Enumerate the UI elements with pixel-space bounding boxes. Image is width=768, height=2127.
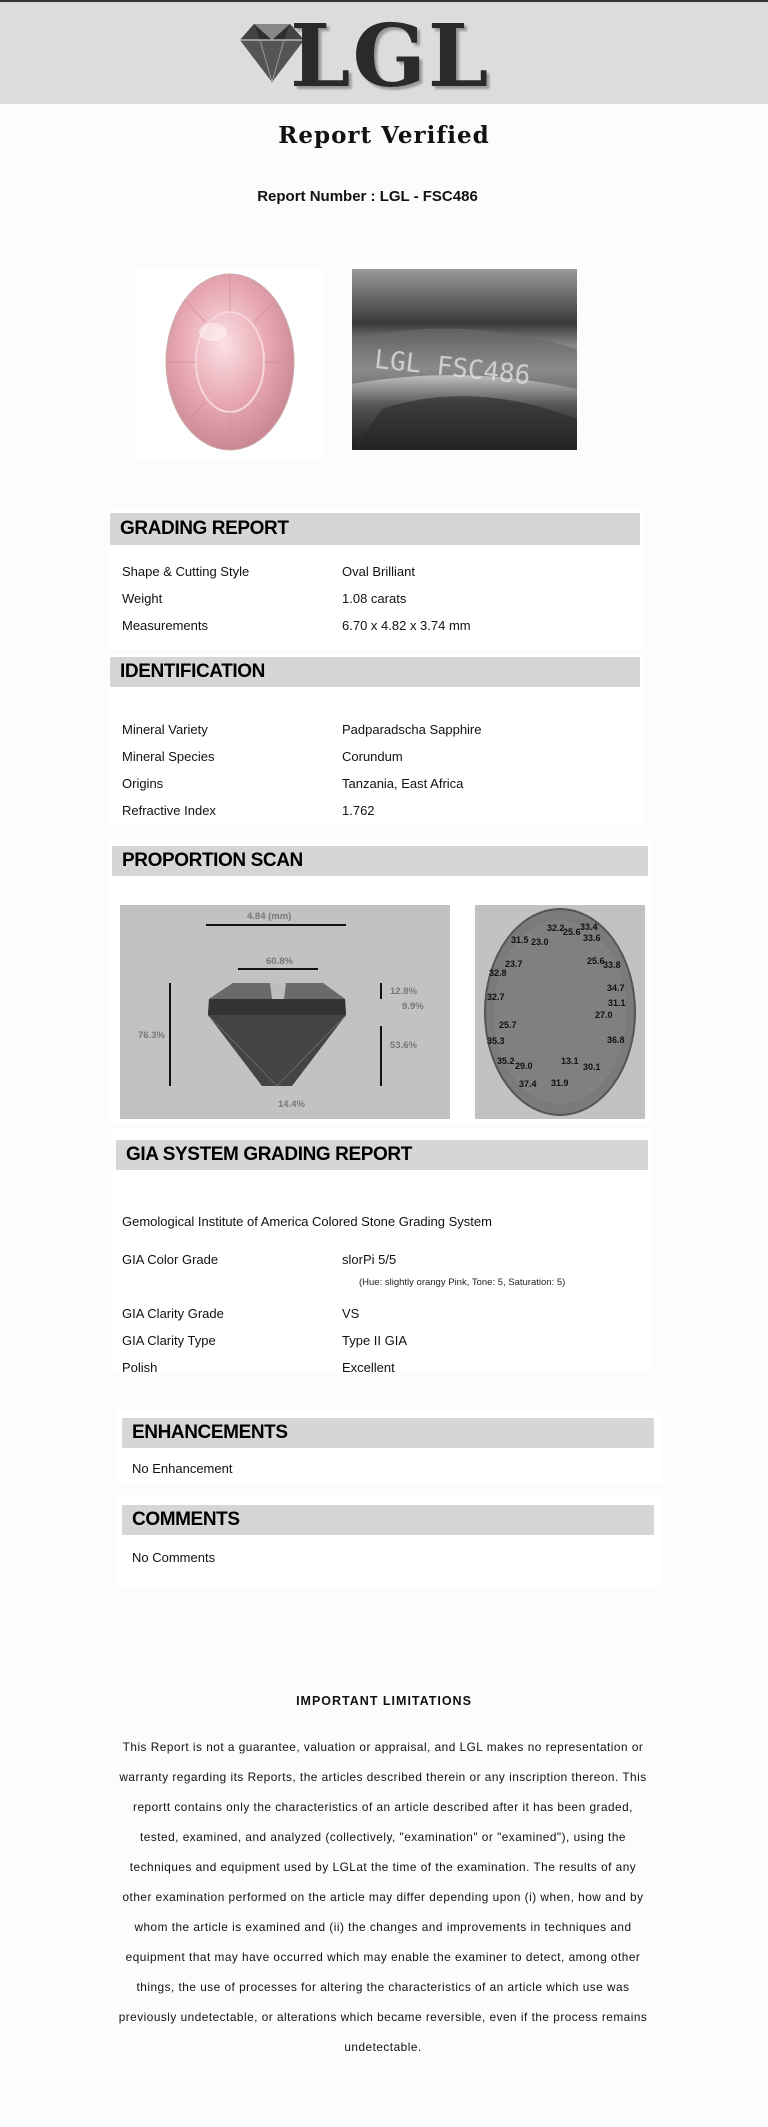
comments-text: No Comments: [132, 1550, 216, 1565]
row-value: Padparadscha Sapphire: [342, 722, 482, 737]
girdle-label: 9.9%: [402, 1001, 424, 1012]
page-title: Report Verified: [278, 122, 490, 149]
enhancements-section: [116, 1410, 662, 1485]
row-value: Type II GIA: [342, 1333, 408, 1348]
proportion-side-view: [120, 905, 450, 1119]
inscription-text: LGL FSC486: [372, 344, 532, 392]
row-value: 1.762: [342, 803, 375, 818]
top-view-number: 33.4: [580, 922, 598, 932]
top-view-number: 31.1: [608, 998, 626, 1008]
top-view-number: 35.3: [487, 1036, 505, 1046]
comments-section: [116, 1496, 662, 1586]
culet-label: 14.4%: [278, 1099, 305, 1110]
row-value: 1.08 carats: [342, 591, 407, 606]
grading-report-heading: GRADING REPORT: [110, 513, 640, 545]
top-view-number: 34.7: [607, 983, 625, 993]
proportion-top-view: [475, 905, 645, 1119]
row-label: GIA Clarity Type: [122, 1333, 216, 1348]
identification-heading: IDENTIFICATION: [110, 657, 640, 687]
inscription-photo: [352, 269, 577, 450]
top-view-number: 25.6: [587, 956, 605, 966]
row-value: Excellent: [342, 1360, 395, 1375]
crown-label: 12.8%: [390, 986, 417, 997]
row-label: GIA Clarity Grade: [122, 1306, 224, 1321]
site-header: [0, 2, 768, 107]
row-label: Mineral Species: [122, 749, 215, 764]
row-value: Tanzania, East Africa: [342, 776, 464, 791]
row-value: slorPi 5/5: [342, 1252, 397, 1267]
logo-text: LGL: [290, 6, 491, 107]
identification-section: [108, 655, 645, 823]
row-value: Corundum: [342, 749, 403, 764]
row-label: Origins: [122, 776, 164, 791]
lgl-logo[interactable]: [232, 6, 492, 107]
table-label: 60.8%: [266, 956, 293, 967]
top-view-number: 32.2: [547, 923, 565, 933]
gia-heading: GIA SYSTEM GRADING REPORT: [116, 1140, 648, 1170]
gia-subtitle: Gemological Institute of America Colored Stone Grading System: [122, 1214, 492, 1229]
row-value: 6.70 x 4.82 x 3.74 mm: [342, 618, 471, 633]
row-label: Polish: [122, 1360, 158, 1375]
row-value: VS: [342, 1306, 360, 1321]
top-view-number: 29.0: [515, 1061, 533, 1071]
top-view-number: 33.6: [583, 933, 601, 943]
row-label: Shape & Cutting Style: [122, 564, 250, 579]
proportion-scan-heading: PROPORTION SCAN: [112, 846, 648, 876]
gem-photo: [135, 270, 325, 458]
top-view-number: 31.9: [551, 1078, 569, 1088]
total-depth-label: 76.3%: [138, 1030, 165, 1041]
row-value: Oval Brilliant: [342, 564, 415, 579]
gia-section: [113, 1128, 653, 1373]
top-view-number: 32.7: [487, 992, 505, 1002]
gia-color-note: (Hue: slightly orangy Pink, Tone: 5, Saturation: 5): [359, 1277, 566, 1288]
report-number: Report Number : LGL - FSC486: [257, 188, 478, 205]
enhancements-text: No Enhancement: [132, 1461, 233, 1476]
top-view-number: 27.0: [595, 1010, 613, 1020]
top-view-number: 37.4: [519, 1079, 537, 1089]
grading-report-section: [108, 508, 645, 650]
limitations-body: This Report is not a guarantee, valuation or appraisal, and LGL makes no representation or warranty regarding its Reports, the articles described therein or any inscription thereon. This reportt contains only the characteristics of an article described after it has been graded, tested, examined, and analyzed (collectively, "examination" or "examined"), using the techniques and equipment used by LGLat the time of the examination. The results of any other examination performed on the article may differ depending upon (i) when, how and by whom the article is examined and (ii) the changes and improvements in techniques and equipment that may have occurred which may enable the examiner to detect, among other things, the use of processes for altering the characteristics of an article which use was previously undetectable, or alterations which became reversible, even if the process remains undetectable.: [118, 1740, 648, 2054]
top-view-number: 35.2: [497, 1056, 515, 1066]
width-label: 4.84 (mm): [247, 911, 292, 922]
top-view-number: 25.7: [499, 1020, 517, 1030]
top-view-number: 25.6: [563, 927, 581, 937]
row-label: Measurements: [122, 618, 208, 633]
row-label: Weight: [122, 591, 163, 606]
top-view-number: 23.0: [531, 937, 549, 947]
top-view-number: 13.1: [561, 1056, 579, 1066]
top-view-number: 31.5: [511, 935, 529, 945]
limitations-heading: IMPORTANT LIMITATIONS: [296, 1694, 472, 1708]
row-label: Mineral Variety: [122, 722, 208, 737]
row-label: GIA Color Grade: [122, 1252, 219, 1267]
row-label: Refractive Index: [122, 803, 216, 818]
top-view-number: 32.8: [489, 968, 507, 978]
top-view-number: 33.8: [603, 960, 621, 970]
top-view-number: 30.1: [583, 1062, 601, 1072]
enhancements-heading: ENHANCEMENTS: [122, 1418, 654, 1448]
comments-heading: COMMENTS: [122, 1505, 654, 1535]
top-view-number: 23.7: [505, 959, 523, 969]
top-view-number: 36.8: [607, 1035, 625, 1045]
pavilion-label: 53.6%: [390, 1040, 417, 1051]
